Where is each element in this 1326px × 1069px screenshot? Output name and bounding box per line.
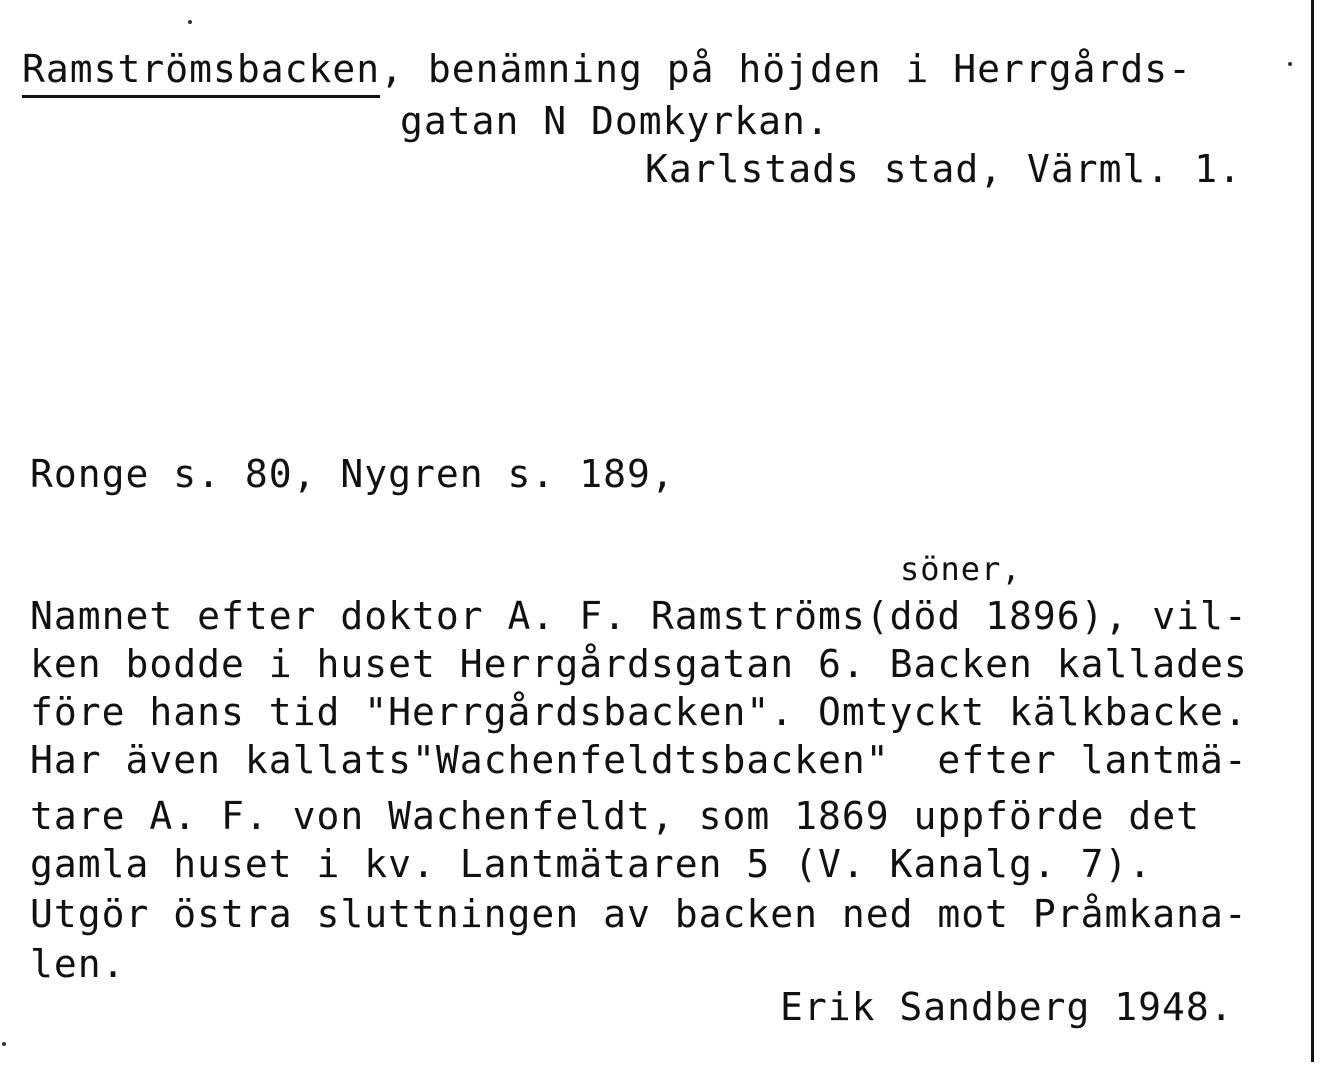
headword: Ramströmsbacken <box>22 47 380 98</box>
handwritten-insertion: söner, <box>900 550 1022 588</box>
scan-speck <box>188 20 192 24</box>
header-line-2: gatan N Domkyrkan. <box>400 99 830 143</box>
location: Karlstads stad, Värml. 1. <box>645 147 1242 191</box>
scan-speck <box>1288 62 1292 66</box>
header-line-1 <box>22 47 1193 91</box>
scan-speck <box>2 1042 6 1046</box>
body-line: Har även kallats"Wachenfeldtsbacken" efter lantmä- <box>30 738 1248 782</box>
body-line: Namnet efter doktor A. F. Ramströms(död 1896), vil- <box>30 594 1248 638</box>
sources: Ronge s. 80, Nygren s. 189, <box>30 452 675 496</box>
body-line: len. <box>30 942 126 986</box>
body-line: Utgör östra sluttningen av backen ned mot Pråmkana- <box>30 892 1248 936</box>
header-definition: , benämning på höjden i Herrgårds- <box>380 47 1193 91</box>
card-edge-line <box>1311 0 1314 1062</box>
body-line: före hans tid "Herrgårdsbacken". Omtyckt kälkbacke. <box>30 690 1248 734</box>
signature: Erik Sandberg 1948. <box>780 985 1234 1029</box>
body-line: tare A. F. von Wachenfeldt, som 1869 uppförde det <box>30 794 1201 838</box>
body-line: gamla huset i kv. Lantmätaren 5 (V. Kanalg. 7). <box>30 842 1153 886</box>
body-line: ken bodde i huset Herrgårdsgatan 6. Backen kallades <box>30 642 1248 686</box>
